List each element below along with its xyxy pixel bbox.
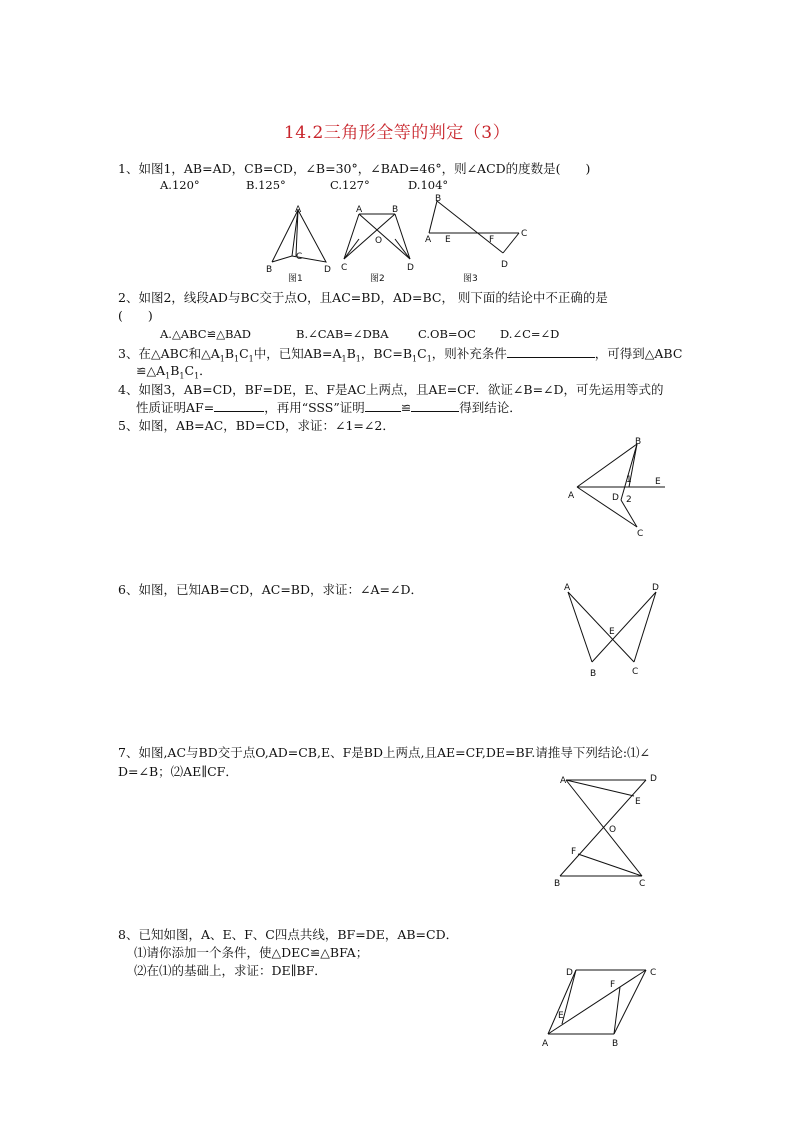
q8-label-d: D	[566, 968, 573, 978]
q2-option-a: A.△ABC≌△BAD	[160, 327, 252, 341]
q1-option-b: B.125°	[246, 178, 286, 192]
q2-option-c: C.OB=OC	[418, 327, 476, 341]
question-8-line-1: 8、已知如图，A、E、F、C四点共线，BF=DE，AB=CD．	[118, 927, 459, 942]
fig3-label-e: E	[445, 235, 451, 245]
q5-label-d: D	[612, 493, 619, 503]
q8-label-c: C	[650, 968, 657, 978]
q4-blank-triangle-1[interactable]	[365, 398, 401, 412]
question-3-line-1: 3、在△ABC和$\triangle A_1B_1C_1$中，已知$AB=A_1B_1$，$BC=B_1C_1$，则补充条件 ，可得到△ABC	[118, 346, 683, 364]
q1-option-d: D.104°	[408, 178, 449, 192]
figure-q6	[560, 578, 670, 680]
q6-label-c: C	[632, 667, 639, 677]
question-8-line-2: ⑴请你添加一个条件，使△DEC≌△BFA；	[134, 945, 369, 960]
fig1-caption: 图1	[288, 274, 303, 284]
q8-label-a: A	[542, 1039, 549, 1049]
fig2-label-a: A	[356, 205, 363, 215]
q8-label-f: F	[610, 980, 616, 990]
figure-3	[423, 193, 533, 285]
q6-label-a: A	[564, 583, 571, 593]
fig3-label-b: B	[435, 194, 442, 204]
fig2-label-o: O	[375, 236, 383, 246]
question-4-line-2: 性质证明AF= ，再用“SSS”证明 ≌ 得到结论．	[136, 400, 522, 415]
q4-blank-af[interactable]	[214, 398, 264, 412]
q3-answer-blank[interactable]	[507, 344, 595, 358]
fig2-label-c: C	[341, 263, 348, 273]
question-2-line-1: 2、如图2，线段AD与BC交于点O，且AC=BD，AD=BC， 则下面的结论中不正确的是	[118, 290, 608, 305]
q7-label-d: D	[650, 774, 657, 784]
q1-option-a: A.120°	[160, 178, 200, 192]
question-5-text: 5、如图，AB=AC，BD=CD，求证：∠1=∠2．	[118, 418, 395, 433]
figure-q7	[550, 770, 660, 890]
question-4-line-1: 4、如图3，AB=CD，BF=DE，E、F是AC上两点，且AE=CF．欲证∠B=∠D，可先运用等式的	[118, 382, 664, 397]
fig3-label-f: F	[489, 235, 495, 245]
q5-label-b: B	[635, 437, 642, 447]
q7-label-b: B	[554, 879, 561, 889]
fig1-label-c: C	[296, 252, 303, 262]
q7-label-c: C	[639, 879, 646, 889]
page-title: 14.2三角形全等的判定（3）	[283, 123, 511, 143]
fig2-label-b: B	[392, 205, 399, 215]
q2-option-d: D.∠C=∠D	[500, 327, 560, 341]
question-3-line-2: $≌\triangle A_1B_1C_1$．	[136, 363, 212, 381]
q5-label-e: E	[655, 477, 661, 487]
q7-label-f: F	[571, 847, 577, 857]
fig1-label-b: B	[266, 265, 273, 275]
q1-option-c: C.127°	[330, 178, 370, 192]
q7-label-a: A	[560, 776, 567, 786]
q6-label-b: B	[590, 669, 597, 679]
q6-label-e: E	[609, 627, 615, 637]
fig3-label-a: A	[425, 235, 432, 245]
fig2-label-d: D	[407, 263, 414, 273]
question-7-line-2: D=∠B；⑵AE∥CF．	[118, 764, 238, 779]
q5-label-c: C	[637, 529, 644, 539]
question-1-text: 1、如图1，AB=AD，CB=CD，∠B=30°，∠BAD=46°，则∠ACD的度数是( )	[118, 161, 591, 176]
fig3-label-c: C	[521, 229, 528, 239]
q8-label-b: B	[612, 1039, 619, 1049]
fig1-label-a: A	[295, 205, 302, 215]
figure-2	[340, 202, 425, 287]
q5-label-angle-1: 1	[626, 475, 632, 485]
fig1-label-d: D	[324, 265, 331, 275]
q7-label-o: O	[609, 825, 617, 835]
q5-label-a: A	[568, 491, 575, 501]
q2-option-b: B.∠CAB=∠DBA	[296, 327, 389, 341]
question-6-text: 6、如图，已知AB=CD，AC=BD，求证：∠A=∠D．	[118, 582, 423, 597]
figure-1	[262, 202, 342, 287]
figure-q5	[565, 434, 675, 544]
fig3-label-d: D	[501, 260, 508, 270]
q6-label-d: D	[652, 583, 659, 593]
q8-label-e: E	[558, 1011, 564, 1021]
fig2-caption: 图2	[370, 274, 385, 284]
q4-blank-triangle-2[interactable]	[411, 398, 459, 412]
figure-q8	[540, 960, 665, 1052]
question-2-line-2: ( )	[118, 308, 153, 323]
q7-label-e: E	[635, 797, 641, 807]
fig3-caption: 图3	[463, 274, 478, 284]
question-8-line-3: ⑵在⑴的基础上，求证：DE∥BF．	[134, 963, 327, 978]
question-7-line-1: 7、如图,AC与BD交于点O,AD=CB,E、F是BD上两点,且AE=CF,DE=BF.请推导下列结论:⑴∠	[118, 745, 651, 760]
q5-label-angle-2: 2	[626, 495, 632, 505]
